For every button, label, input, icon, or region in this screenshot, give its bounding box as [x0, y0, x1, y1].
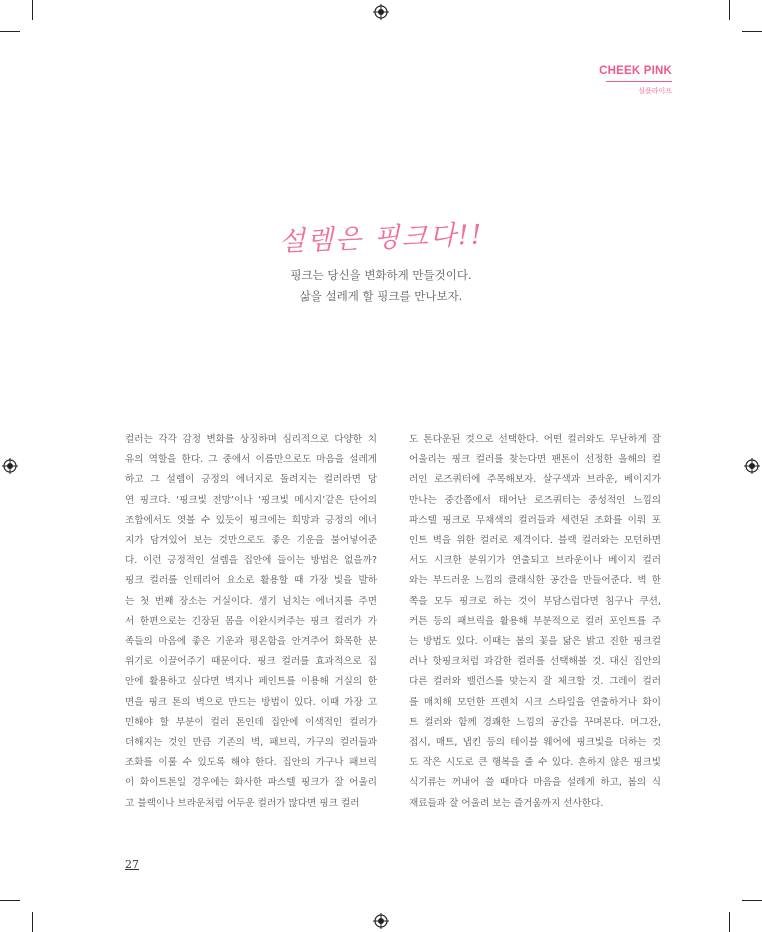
body-line: 면을 핑크 톤의 벽으로 만드는 방법이 있다. 이때 가장 고 — [125, 696, 377, 708]
body-line: 서 한편으로는 긴장된 몸을 이완시켜주는 핑크 컬러가 가 — [125, 615, 377, 627]
crop-mark — [32, 912, 33, 932]
lead-line: 삶을 설레게 할 핑크를 만나보자. — [299, 289, 463, 303]
body-line: 와는 부드러운 느낌의 클래식한 공간을 만들어준다. 벽 한 — [409, 575, 661, 587]
lead-line: 핑크는 당신을 변화하게 만들것이다. — [290, 268, 472, 282]
crop-mark — [0, 900, 20, 901]
body-line: 접시, 매트, 냅킨 등의 테이블 웨어에 핑크빛을 더하는 것 — [409, 737, 661, 749]
article-title: 설렘은 핑크다!! — [278, 219, 484, 258]
body-line: 서도 시크한 분위기가 연출되고 브라운이나 베이지 컬러 — [409, 555, 661, 567]
article-lead — [0, 265, 762, 307]
body-line: 안에 활용하고 싶다면 벽지나 페인트를 이용해 거실의 한 — [125, 676, 377, 688]
registration-mark-icon — [373, 4, 389, 20]
crop-mark — [742, 900, 762, 901]
body-line: 유의 역할을 한다. 그 중에서 이름만으로도 마음을 설레게 — [125, 454, 377, 466]
body-line: 러나 핫핑크처럼 과감한 컬러를 선택해볼 것. 대신 집안의 — [409, 656, 661, 668]
body-line: 다. 이런 긍정적인 설렘을 집안에 들이는 방법은 없을까? — [125, 555, 377, 567]
body-line: 이 화이트톤일 경우에는 화사한 파스텔 핑크가 잘 어울리 — [125, 777, 377, 789]
body-line: 쪽을 모두 핑크로 하는 것이 부담스럽다면 침구나 쿠션, — [409, 595, 661, 607]
crop-mark — [742, 31, 762, 32]
section-header — [599, 65, 672, 96]
body-line: 족들의 마음에 좋은 기운과 평온함을 안겨주어 화목한 분 — [125, 636, 377, 648]
crop-mark — [729, 912, 730, 932]
body-line: 인트 벽을 위한 컬러로 제격이다. 블랙 컬러와는 모던하면 — [409, 535, 661, 547]
body-line: 파스텔 핑크로 무채색의 컬러들과 세련된 조화를 이뤄 포 — [409, 514, 661, 526]
body-line: 를 매치해 모던한 프렌치 시크 스타일을 연출하거나 화이 — [409, 696, 661, 708]
body-line: 지가 담겨있어 보는 것만으로도 좋은 기운을 불어넣어준 — [125, 535, 377, 547]
crop-mark — [0, 31, 20, 32]
section-subtitle: 심플라이프 — [638, 87, 672, 95]
body-line: 러인 로즈쿼터에 주목해보자. 살구색과 브라운, 베이지가 — [409, 474, 661, 486]
header-divider — [606, 81, 672, 82]
body-line: 는 첫 번째 장소는 거실이다. 생기 넘치는 에너지를 주면 — [125, 595, 377, 607]
crop-mark — [729, 0, 730, 20]
body-column-right — [409, 430, 661, 814]
body-line: 식기류는 꺼내어 쓸 때마다 마음을 설레게 하고, 봄의 식 — [409, 777, 661, 789]
body-line: 재료들과 잘 어울려 보는 즐거움까지 선사한다. — [409, 797, 604, 809]
body-line: 다른 컬러와 밸런스를 맞는지 잘 체크할 것. 그레이 컬러 — [409, 676, 661, 688]
body-line: 하고 그 설렘이 긍정의 에너지로 돌려지는 컬러라면 당 — [125, 474, 377, 486]
registration-mark-icon — [744, 458, 760, 474]
body-line: 트 컬러와 함께 경쾌한 느낌의 공간을 꾸며본다. 머그잔, — [409, 716, 661, 728]
body-line: 도 톤다운된 것으로 선택한다. 어떤 컬러와도 무난하게 잘 — [409, 434, 661, 445]
section-brand: CHEEK PINK — [599, 65, 672, 77]
body-line: 는 방법도 있다. 이때는 봄의 꽃을 닮은 밝고 진한 핑크컬 — [409, 636, 661, 648]
body-line: 핑크 컬러를 인테리어 요소로 활용할 때 가장 빛을 발하 — [125, 575, 377, 587]
body-line: 더해지는 것인 만큼 기존의 벽, 패브릭, 가구의 컬러들과 — [125, 737, 377, 749]
body-line: 컬러는 각각 감정 변화를 상징하며 심리적으로 다양한 치 — [125, 434, 377, 445]
registration-mark-icon — [373, 913, 389, 929]
body-line: 조합에서도 엿볼 수 있듯이 핑크에는 희망과 긍정의 에너 — [125, 514, 377, 526]
body-line: 조화를 이룰 수 있도록 해야 한다. 집안의 가구나 패브릭 — [125, 757, 377, 769]
body-column-left — [125, 430, 377, 814]
body-line: 어울리는 핑크 컬러를 찾는다면 팬톤이 선정한 올해의 컬 — [409, 454, 661, 466]
body-line: 민해야 할 부분이 컬러 톤인데 집안에 이색적인 컬러가 — [125, 716, 377, 728]
body-line: 도 작은 시도로 큰 행복을 줄 수 있다. 흔하지 않은 핑크빛 — [409, 757, 661, 769]
body-line: 연 핑크다. ‘핑크빛 전망’이나 ‘핑크빛 메시지’같은 단어의 — [125, 494, 377, 506]
body-line: 커튼 등의 패브릭을 활용해 부분적으로 컬러 포인트를 주 — [409, 615, 661, 627]
page-number: 27 — [125, 858, 139, 871]
body-line: 만나는 중간쯤에서 태어난 로즈쿼터는 중성적인 느낌의 — [409, 494, 661, 506]
body-line: 위기로 이끌어주기 때문이다. 핑크 컬러를 효과적으로 집 — [125, 656, 377, 668]
registration-mark-icon — [2, 458, 18, 474]
crop-mark — [32, 0, 33, 20]
body-line: 고 블랙이나 브라운처럼 어두운 컬러가 많다면 핑크 컬러 — [125, 797, 360, 809]
